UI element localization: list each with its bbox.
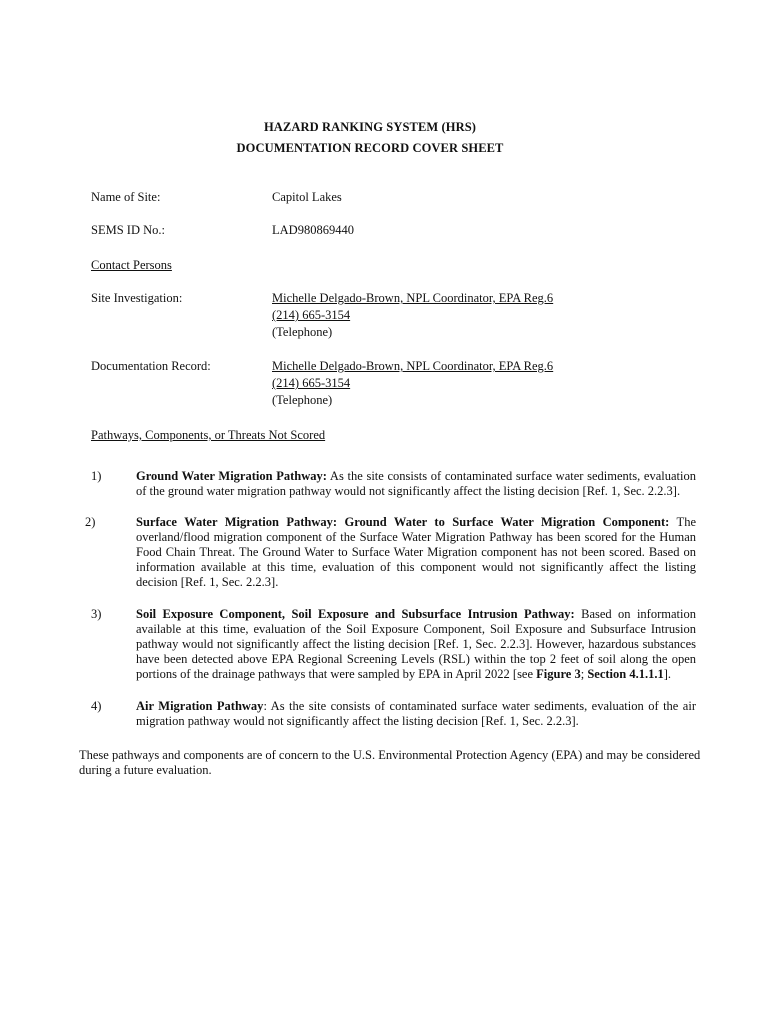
pathway-item-body: : As the site consists of contaminated surface water sediments, evaluation of the air migration pathway would not significantly affect the listing decision [Ref. 1, Sec. 2.2.3]. (136, 699, 696, 728)
site-name-value: Capitol Lakes (272, 190, 342, 204)
reference-end: ]. (663, 667, 672, 681)
pathway-item-number: 1) (91, 469, 102, 483)
pathways-not-scored-heading: Pathways, Components, or Threats Not Scored (91, 428, 326, 442)
section-4-1-1-1-reference: Section 4.1.1.1 (587, 667, 664, 681)
site-investigation-phone[interactable]: (214) 665-3154 (272, 308, 351, 322)
pathway-item-body: The overland/flood migration component of the Surface Water Migration Pathway has been scored for the Human Food Chain Threat. The Ground Water to Surface Water Migration component has not been scored. Based on information available at this time, evaluation of this component would not significantly affect the listing decision [Ref. 1, Sec. 2.2.3]. (136, 515, 696, 589)
sems-id-value: LAD980869440 (272, 223, 354, 237)
site-investigation-person[interactable]: Michelle Delgado-Brown, NPL Coordinator, EPA Reg.6 (272, 291, 554, 305)
document-title-line1: HAZARD RANKING SYSTEM (HRS) (263, 120, 477, 134)
documentation-person[interactable]: Michelle Delgado-Brown, NPL Coordinator, EPA Reg.6 (272, 359, 554, 373)
pathway-item-body: As the site consists of contaminated surface water sediments, evaluation of the ground water migration pathway would not significantly affect the listing decision [Ref. 1, Sec. 2.2.3]. (136, 469, 696, 498)
sems-id-label: SEMS ID No.: (91, 223, 165, 237)
footer-note: These pathways and components are of concern to the U.S. Environmental Protection Agency (EPA) and may be considered during a future evaluation. (79, 748, 701, 777)
pathway-item-title: Soil Exposure Component, Soil Exposure and Subsurface Intrusion Pathway: (136, 607, 575, 621)
pathway-item-text (136, 469, 696, 499)
site-investigation-phone-note: (Telephone) (272, 325, 333, 339)
documentation-phone-note: (Telephone) (272, 393, 333, 407)
document-title-line2: DOCUMENTATION RECORD COVER SHEET (236, 141, 504, 155)
documentation-record-contact (272, 358, 553, 409)
reference-separator: ; (580, 667, 588, 681)
site-investigation-contact (272, 290, 553, 341)
contact-persons-heading: Contact Persons (91, 258, 172, 272)
site-name-label: Name of Site: (91, 190, 161, 204)
pathway-item-text (136, 699, 696, 729)
pathway-item-title: Surface Water Migration Pathway: Ground Water to Surface Water Migration Component: (136, 515, 670, 529)
pathway-item-body: Based on information available at this time, evaluation of the Soil Exposure Component, Soil Exposure and Subsurface Intrusion pathway would not significantly affect the listing decision [Ref. 1, Sec. 2.2.3]. However, hazardous substances have been detected above EPA Regional Screening Levels (RSL) within the top 2 feet of soil along the open portions of the drainage pathways that were sampled by EPA in April 2022 [see (136, 607, 696, 681)
figure-3-reference: Figure 3 (536, 667, 581, 681)
site-investigation-label: Site Investigation: (91, 291, 183, 305)
pathway-item-title: Ground Water Migration Pathway: (136, 469, 327, 483)
documentation-phone[interactable]: (214) 665-3154 (272, 376, 351, 390)
pathway-item-number: 2) (85, 515, 96, 529)
pathway-item-text (136, 607, 696, 682)
pathway-item-number: 4) (91, 699, 102, 713)
pathway-item-number: 3) (91, 607, 102, 621)
pathway-item-text (136, 515, 696, 590)
documentation-record-label: Documentation Record: (91, 359, 211, 373)
pathway-item-title: Air Migration Pathway (136, 699, 264, 713)
